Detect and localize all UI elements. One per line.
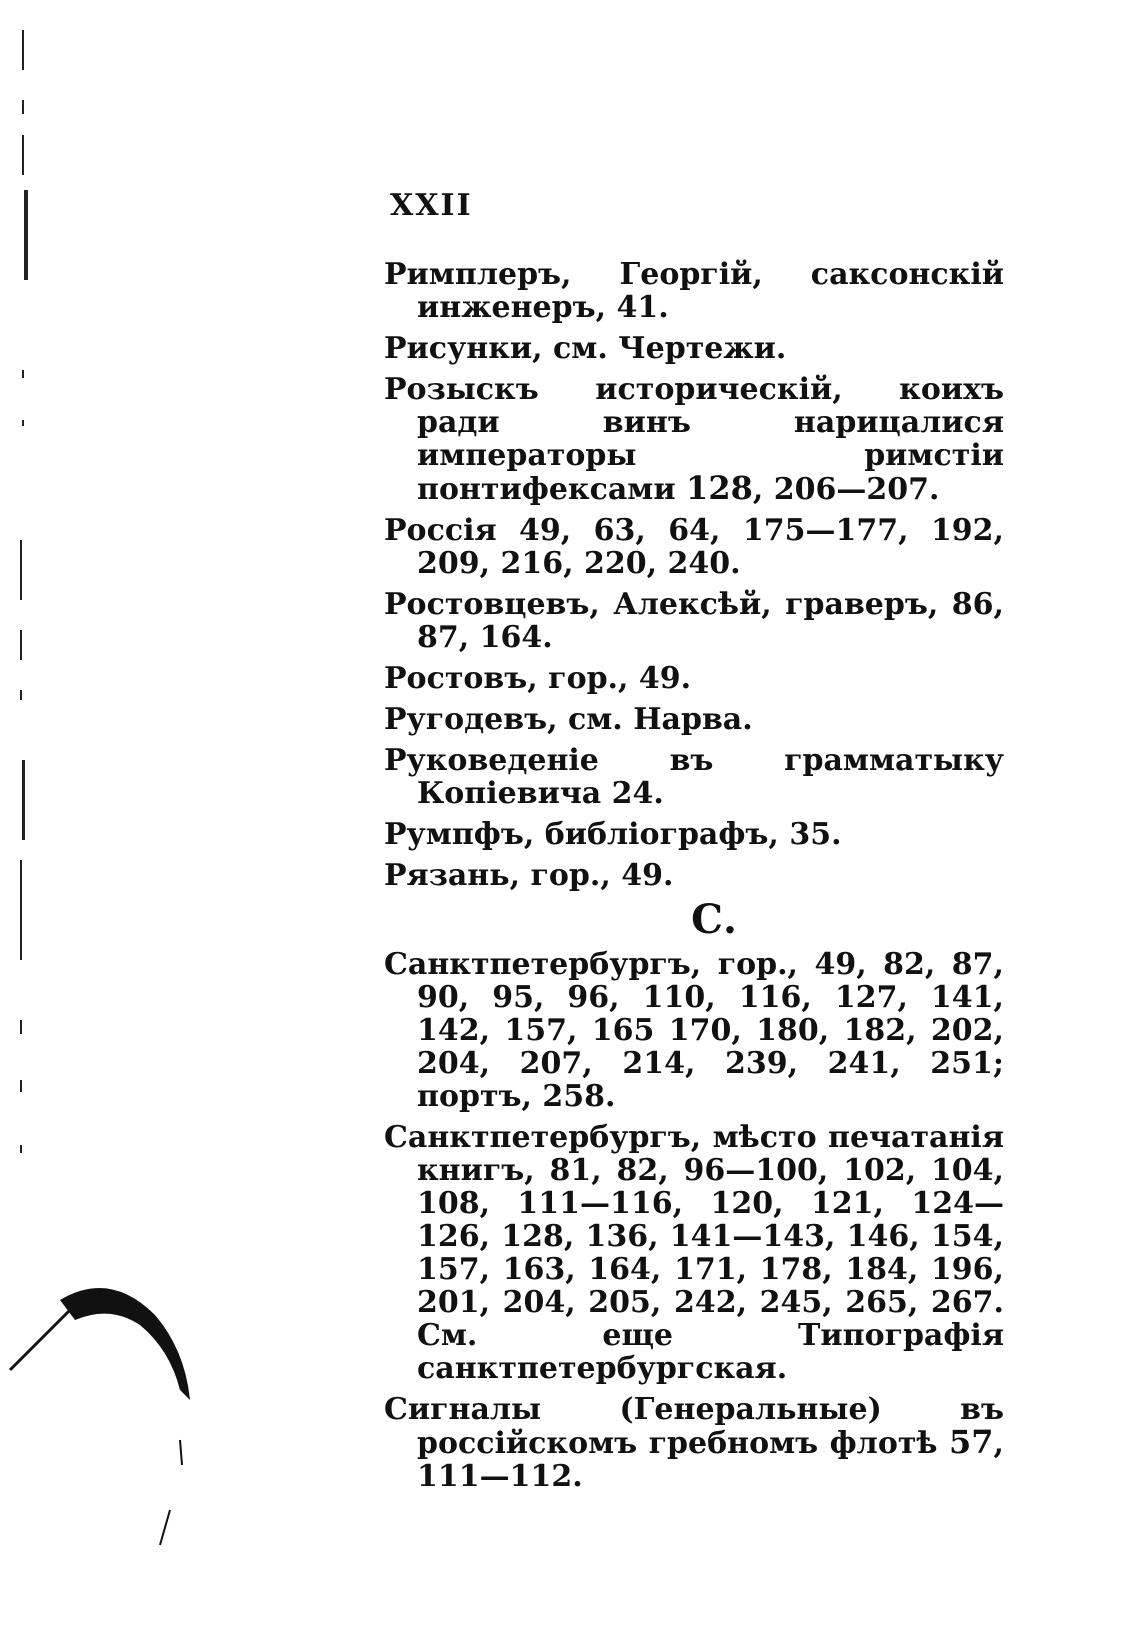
index-entry	[384, 1393, 1004, 1493]
bold-page-number: 128	[686, 469, 753, 507]
ink-blot	[0, 1280, 200, 1610]
index-entry: Ростовъ, гор., 49.	[384, 661, 692, 696]
entry-text: Розыскъ историческій, коихъ ради винъ нарицалися императоры римстіи понтифексами	[384, 372, 1004, 507]
index-entry	[384, 373, 1004, 506]
section-letter: С.	[691, 896, 737, 943]
index-entry: Ругодевъ, см. Нарва.	[384, 702, 753, 737]
index-entry: Румпфъ, библіографъ, 35.	[384, 817, 842, 852]
bold-page-number: 57	[949, 1423, 994, 1461]
index-column	[384, 258, 1004, 1501]
index-entry: Санктпетербургъ, гор., 49, 82, 87, 90, 95, 96, 110, 116, 127, 141, 142, 157, 165 170, 180, 182, 202, 204, 207, 214, 239, 241, 251; портъ, 258.	[384, 947, 1004, 1114]
entry-text: , 206—207.	[752, 472, 940, 507]
page-number: XXII	[390, 188, 473, 223]
index-entry: Римплеръ, Георгій, саксонскій инженеръ, 41.	[384, 257, 1004, 325]
index-entry: Санктпетербургъ, мѣсто печатанія книгъ, 81, 82, 96—100, 102, 104, 108, 111—116, 120, 121, 124—126, 128, 136, 141—143, 146, 154, 157, 163, 164, 171, 178, 184, 196, 201, 204, 205, 242, 245, 265, 267. См. еще Типографія санктпетербургская.	[384, 1120, 1004, 1386]
index-entry: Ростовцевъ, Алексѣй, граверъ, 86, 87, 164.	[384, 587, 1004, 655]
entry-text: , 111—112.	[417, 1426, 1004, 1494]
index-entry: Рязань, гор., 49.	[384, 858, 674, 893]
entry-text: Сигналы (Генеральные) въ россійскомъ гребномъ флотѣ	[384, 1392, 1004, 1461]
index-entry: Руковеденіе въ грамматыку Копіевича 24.	[384, 743, 1004, 811]
index-entry: Рисунки, см. Чертежи.	[384, 331, 787, 366]
index-entry: Россія 49, 63, 64, 175—177, 192, 209, 216, 220, 240.	[384, 513, 1004, 581]
